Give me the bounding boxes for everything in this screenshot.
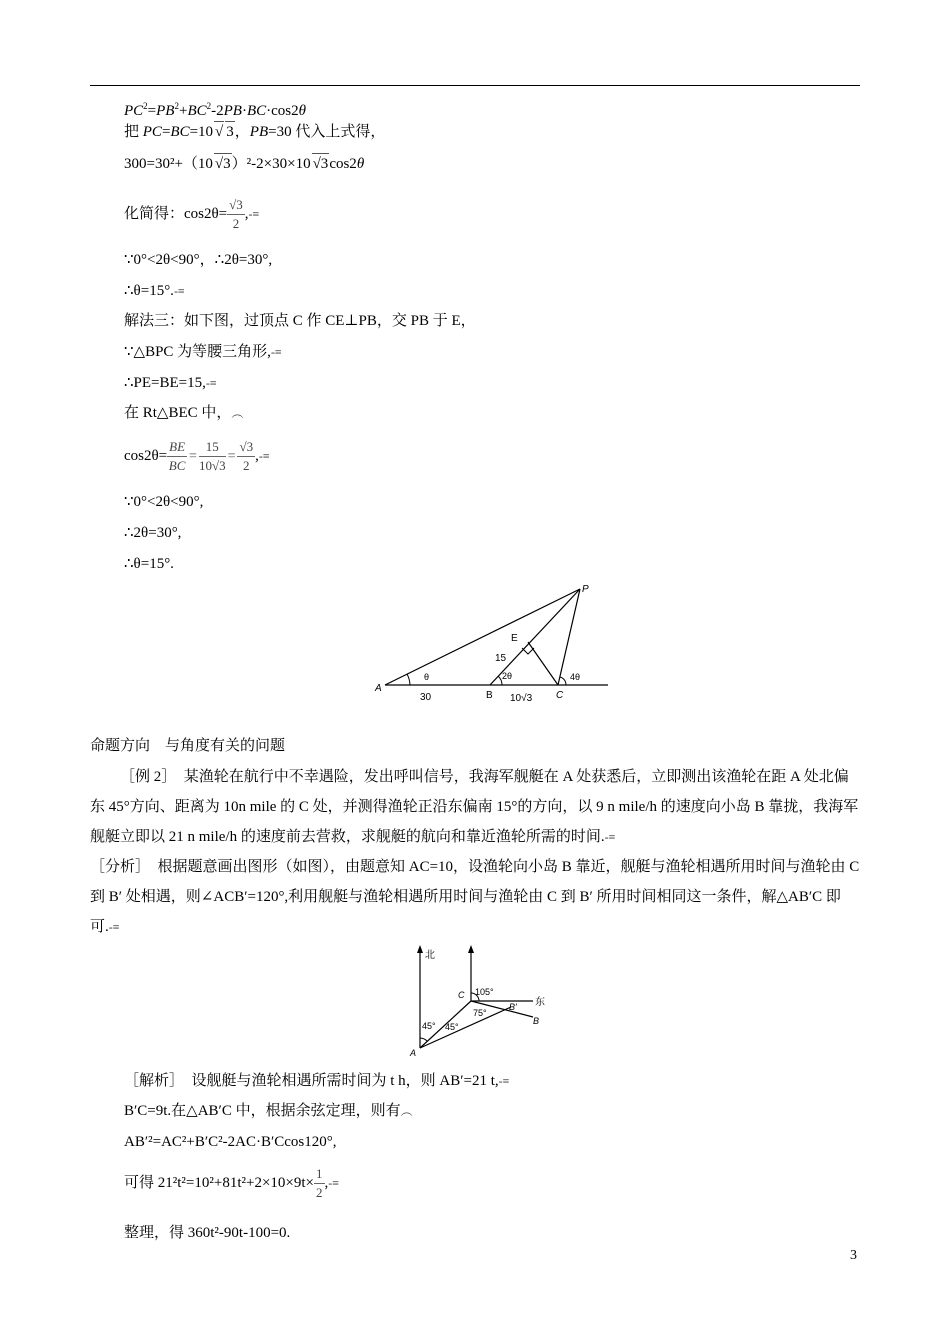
- figure-navigation: [405, 943, 555, 1061]
- denominator: 2: [316, 1185, 323, 1200]
- label-e: E: [511, 633, 518, 644]
- text-line-fraction: cos2θ= $\frac{BE}{BC}$ = $\frac{15}{10√3}$ = $\frac{√3}{2}$ ,-≡: [124, 439, 270, 473]
- paragraph-mark-icon: -≡: [108, 920, 120, 934]
- text-line: [124, 1101, 413, 1121]
- text: 可得 21²t²=10²+81t²+2×10×9t×: [124, 1174, 314, 1191]
- text: 在 Rt△BEC 中，: [124, 405, 232, 421]
- fraction: [199, 438, 226, 475]
- fraction: [227, 196, 245, 233]
- denominator: 10√3: [198, 458, 226, 473]
- denominator: 2: [232, 216, 240, 231]
- label-c: C: [458, 990, 465, 1000]
- label-theta: θ: [424, 672, 430, 682]
- text-line: 把 PC=BC=10 √ 3，PB=30 代入上式得，: [124, 121, 385, 142]
- figure-triangle: [370, 580, 620, 710]
- paragraph-mark-icon: -≡: [258, 448, 270, 463]
- label-45-a: 45°: [422, 1021, 436, 1031]
- label-15: 15: [495, 653, 507, 664]
- l4-prefix: 化简得：cos2θ=: [124, 205, 228, 222]
- text-line: [124, 342, 282, 362]
- paragraph-mark-icon: -≡: [498, 1074, 510, 1088]
- text-line: [124, 281, 185, 301]
- text: ［解析］ 设舰艇与渔轮相遇所需时间为 t h，则 AB′=21 t,: [124, 1073, 499, 1089]
- paragraph-mark-icon: -≡: [270, 345, 282, 359]
- label-10root3: 10√3: [510, 693, 533, 704]
- paragraph-mark-icon: -≡: [173, 284, 185, 298]
- text: ∴θ=15°.: [124, 283, 174, 299]
- label-p: P: [582, 584, 589, 595]
- text-line: 解法三：如下图，过顶点 C 作 CE⊥PB，交 PB 于 E，: [124, 313, 476, 329]
- label-45-b: 45°: [445, 1022, 459, 1032]
- fraction: [237, 438, 255, 475]
- page-number: 3: [850, 1248, 857, 1263]
- text: cos2θ=: [124, 447, 168, 464]
- label-bprime: B′: [509, 1002, 517, 1012]
- fraction: [314, 1165, 325, 1202]
- text-line: AB′²=AC²+B′C²-2AC·B′Ccos120°,: [124, 1134, 337, 1150]
- paragraph-mark-icon: -≡: [248, 206, 260, 221]
- text-line: $PC^2=PB^2+BC^2-2PB\cdot BC\cdot\cos 2\theta$: [124, 101, 306, 119]
- text-line: [124, 403, 243, 423]
- text-line: [124, 1071, 509, 1091]
- text: ∴PE=BE=15,: [124, 375, 206, 391]
- label-b: B: [533, 1016, 540, 1026]
- example-text: ［例 2］ 某渔轮在航行中不幸遇险，发出呼叫信号，我海军舰艇在 A 处获悉后，立即测出该渔轮在距 A 处北偏东 45°方向、距离为 10n mile 的 C 处，并测得渔轮正沿东偏南 15°的方向，以 9 n mile/h 的速度向小岛 B 靠拢，我海军舰艇立即以 21 n mile/h 的速度前去营救，求舰艇的航向和靠近渔轮所需的时间.: [90, 769, 859, 845]
- numerator: √3: [227, 196, 245, 215]
- break-mark-icon: ︵: [400, 1104, 413, 1118]
- label-30: 30: [420, 692, 432, 703]
- line-ap: [385, 589, 580, 685]
- north-arrow-icon: [468, 945, 474, 953]
- angle-arc-45: [420, 1038, 427, 1041]
- label-75: 75°: [473, 1008, 487, 1018]
- text-line: [124, 373, 217, 393]
- text: ∵△BPC 为等腰三角形,: [124, 344, 271, 360]
- denominator: 2: [243, 458, 250, 473]
- text-line: ∴θ=15°.: [124, 556, 174, 572]
- text-line: ∵0°<2θ<90°,: [124, 494, 204, 510]
- text: B′C=9t.在△AB′C 中，根据余弦定理，则有: [124, 1103, 401, 1119]
- header-rule: [90, 85, 860, 86]
- section-heading: 命题方向 与角度有关的问题: [90, 738, 286, 754]
- numerator: BE: [167, 438, 187, 457]
- text-line-fraction: [124, 196, 259, 233]
- text-line: ∵0°<2θ<90°，∴2θ=30°,: [124, 252, 273, 268]
- label-105: 105°: [475, 987, 494, 997]
- label-b: B: [486, 690, 493, 701]
- text-line: 整理，得 360t²-90t-100=0.: [124, 1225, 291, 1241]
- numerator: √3: [237, 438, 255, 457]
- label-a: A: [375, 683, 382, 694]
- label-east: 东: [535, 997, 545, 1008]
- example-paragraph: [90, 762, 860, 852]
- angle-arc-4theta: [560, 677, 566, 685]
- label-c: C: [556, 690, 564, 701]
- denominator: BC: [168, 458, 186, 473]
- analysis-text: ［分析］ 根据题意画出图形（如图），由题意知 AC=10，设渔轮向小岛 B 靠近，舰艇与渔轮相遇所用时间与渔轮由 C 到 B′ 处相遇，则∠ACB′=120°,利用舰艇与渔轮相遇所用时间与渔轮由 C 到 B′ 所用时间相同这一条件，解△AB′C 即可.: [90, 859, 860, 935]
- paragraph-mark-icon: -≡: [328, 1175, 340, 1190]
- numerator: 1: [314, 1165, 325, 1184]
- north-arrow-icon: [417, 945, 423, 953]
- text-line: ∴2θ=30°,: [124, 525, 182, 541]
- label-a: A: [410, 1048, 417, 1058]
- label-2theta: 2θ: [502, 671, 513, 681]
- text-line: 300=30²+（10 √3）²-2×30×10 √3cos2θ: [124, 153, 364, 174]
- comma: ,: [255, 447, 259, 464]
- paragraph-mark-icon: -≡: [205, 376, 217, 390]
- comma: ,: [324, 1174, 329, 1191]
- break-mark-icon: ︵: [231, 406, 244, 420]
- comma: ,: [244, 205, 249, 222]
- line-cp: [558, 589, 580, 685]
- analysis-paragraph: [90, 852, 860, 942]
- label-north: 北: [425, 950, 435, 961]
- line-ce: [528, 642, 558, 685]
- text-line-fraction: [124, 1165, 339, 1202]
- numerator: 15: [199, 438, 226, 457]
- label-4theta: 4θ: [570, 672, 581, 682]
- angle-arc-theta: [407, 674, 410, 685]
- fraction: [167, 438, 187, 475]
- paragraph-mark-icon: -≡: [604, 830, 616, 844]
